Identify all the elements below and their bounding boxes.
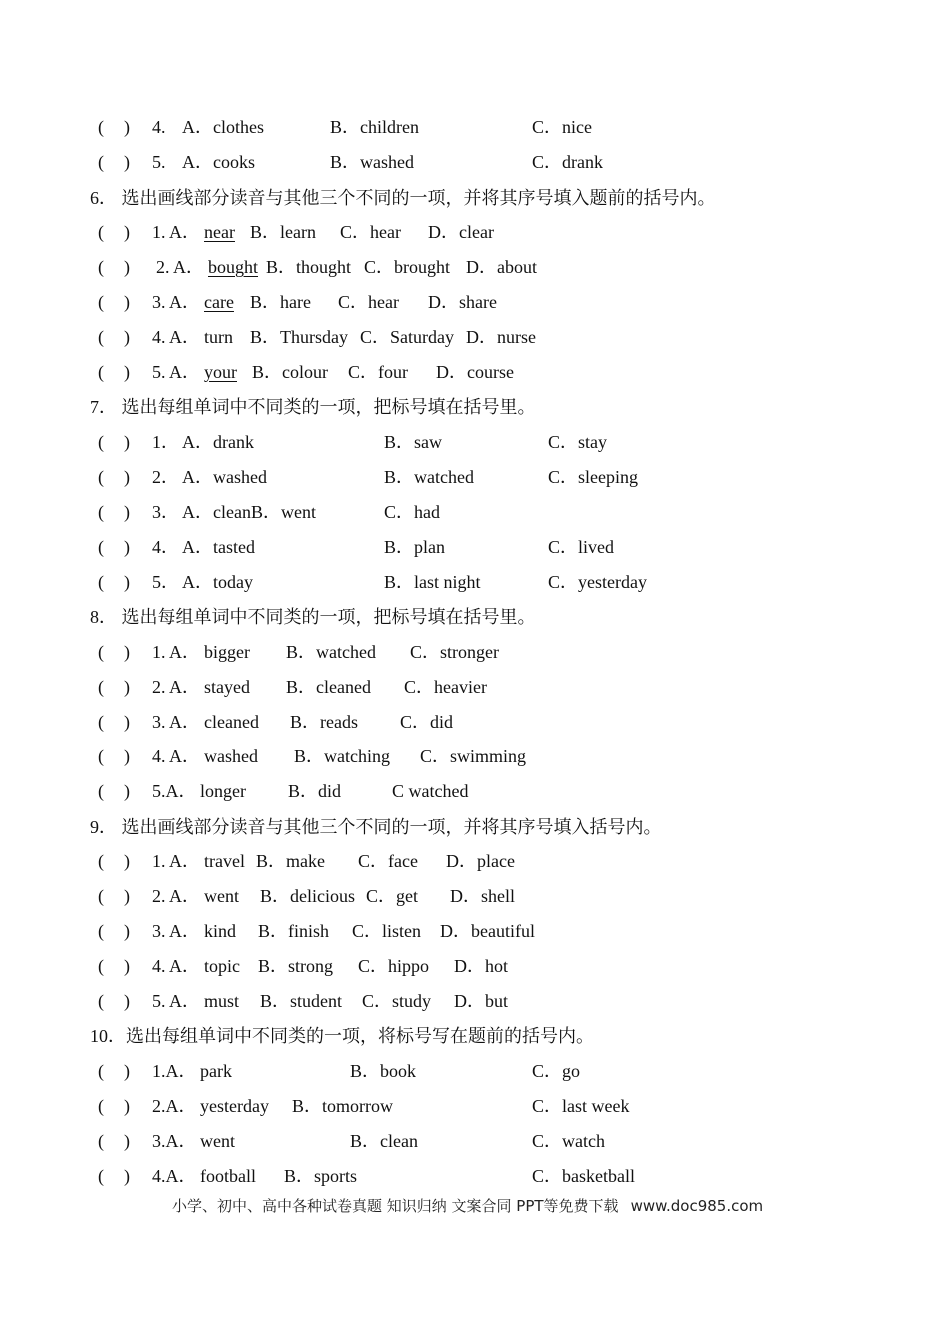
- option-c: C．stronger: [410, 642, 499, 662]
- page-footer: [172, 1194, 763, 1218]
- question-number: 1. A．: [152, 222, 201, 242]
- option-a: football: [200, 1166, 256, 1186]
- answer-bracket[interactable]: ( ): [98, 117, 130, 137]
- option-c: C．sleeping: [548, 467, 638, 487]
- option-a: near: [204, 222, 235, 242]
- option-b: B．sports: [284, 1166, 358, 1186]
- answer-bracket[interactable]: ( ): [98, 1166, 130, 1186]
- option-b: B．tomorrow: [292, 1096, 393, 1116]
- answer-bracket[interactable]: ( ): [98, 292, 130, 312]
- answer-bracket[interactable]: ( ): [98, 746, 130, 766]
- question-number: 1．: [152, 432, 179, 452]
- option-c: C．stay: [548, 432, 608, 452]
- option-a: your: [204, 362, 237, 382]
- option-d: D．about: [466, 257, 537, 277]
- option-a: went: [204, 886, 239, 906]
- option-b: B．saw: [384, 432, 442, 452]
- option-b: B．did: [288, 781, 342, 801]
- option-b: B．watched: [286, 642, 376, 662]
- option-b: C．had: [384, 502, 440, 522]
- question-number: 3. A．: [152, 292, 201, 312]
- option-c: C．go: [532, 1061, 581, 1081]
- option-b: B．reads: [290, 712, 358, 732]
- option-b: B．watching: [294, 746, 390, 766]
- option-d: D．share: [428, 292, 497, 312]
- answer-bracket[interactable]: ( ): [98, 537, 130, 557]
- option-b: B．student: [260, 991, 343, 1011]
- option-b: B．Thursday: [250, 327, 348, 347]
- option-b: B．learn: [250, 222, 316, 242]
- option-c: C．did: [400, 712, 454, 732]
- option-a: longer: [200, 781, 246, 801]
- option-a: park: [200, 1061, 232, 1081]
- section-6-title: 6． 选出画线部分读音与其他三个不同的一项，并将其序号填入题前的括号内。: [90, 188, 716, 208]
- option-d: D．place: [446, 851, 515, 871]
- option-c: C．hear: [338, 292, 399, 312]
- question-number: 2.A．: [152, 1096, 197, 1116]
- answer-bracket[interactable]: ( ): [98, 781, 130, 801]
- question-number: 1. A．: [152, 851, 201, 871]
- option-a: A．cleanB．went: [182, 502, 316, 522]
- question-number: 3．: [152, 502, 179, 522]
- answer-bracket[interactable]: ( ): [98, 572, 130, 592]
- option-a: A．cooks: [182, 152, 255, 172]
- question-number: 2．: [152, 467, 179, 487]
- footer-url-link[interactable]: www.doc985.com: [630, 1197, 764, 1215]
- option-c: C．nice: [532, 117, 592, 137]
- answer-bracket[interactable]: ( ): [98, 257, 130, 277]
- option-b: B．plan: [384, 537, 445, 557]
- question-number: 4. A．: [152, 746, 201, 766]
- answer-bracket[interactable]: ( ): [98, 886, 130, 906]
- section-8-title: 8． 选出每组单词中不同类的一项，把标号填在括号里。: [90, 607, 536, 627]
- option-c: C watched: [392, 781, 469, 801]
- option-b: B．strong: [258, 956, 334, 976]
- answer-bracket[interactable]: ( ): [98, 642, 130, 662]
- answer-bracket[interactable]: ( ): [98, 432, 130, 452]
- option-b: B．colour: [252, 362, 328, 382]
- question-number: 2. A．: [152, 677, 201, 697]
- option-d: D．shell: [450, 886, 515, 906]
- question-number: 1. A．: [152, 642, 201, 662]
- option-d: D．beautiful: [440, 921, 535, 941]
- answer-bracket[interactable]: ( ): [98, 467, 130, 487]
- question-number: 2. A．: [156, 257, 205, 277]
- option-b: B．washed: [330, 152, 414, 172]
- question-number: 3.A．: [152, 1131, 197, 1151]
- answer-bracket[interactable]: ( ): [98, 362, 130, 382]
- question-number: 3. A．: [152, 712, 201, 732]
- question-number: 4.: [152, 117, 166, 137]
- question-number: 3. A．: [152, 921, 201, 941]
- question-number: 5.A．: [152, 781, 197, 801]
- option-c: C．drank: [532, 152, 603, 172]
- option-b: B．last night: [384, 572, 481, 592]
- option-a: topic: [204, 956, 240, 976]
- option-c: C．listen: [352, 921, 422, 941]
- option-c: C．four: [348, 362, 408, 382]
- section-10-title: 10．选出每组单词中不同类的一项，将标号写在题前的括号内。: [90, 1026, 594, 1046]
- answer-bracket[interactable]: ( ): [98, 152, 130, 172]
- option-b: B．delicious: [260, 886, 355, 906]
- option-d: D．course: [436, 362, 514, 382]
- option-d: D．but: [454, 991, 508, 1011]
- question-number: 4. A．: [152, 956, 201, 976]
- option-c: C．yesterday: [548, 572, 647, 592]
- section-9-title: 9． 选出画线部分读音与其他三个不同的一项，并将其序号填入括号内。: [90, 817, 662, 837]
- question-number: 1.A．: [152, 1061, 197, 1081]
- option-a: kind: [204, 921, 237, 941]
- option-b: B．book: [350, 1061, 417, 1081]
- option-b: B．finish: [258, 921, 330, 941]
- option-a: travel: [204, 851, 245, 871]
- option-b: B．clean: [350, 1131, 418, 1151]
- option-c: C．hear: [340, 222, 401, 242]
- option-d: D．nurse: [466, 327, 536, 347]
- option-a: A．washed: [182, 467, 267, 487]
- question-number: 4. A．: [152, 327, 201, 347]
- option-c: C．swimming: [420, 746, 527, 766]
- option-c: C．watch: [532, 1131, 605, 1151]
- question-number: 4.A．: [152, 1166, 197, 1186]
- answer-bracket[interactable]: ( ): [98, 956, 130, 976]
- option-c: C．get: [366, 886, 418, 906]
- answer-bracket[interactable]: ( ): [98, 851, 130, 871]
- option-b: B．make: [256, 851, 325, 871]
- section-7-title: 7． 选出每组单词中不同类的一项，把标号填在括号里。: [90, 397, 536, 417]
- option-b: B．children: [330, 117, 419, 137]
- option-a: care: [204, 292, 234, 312]
- answer-bracket[interactable]: ( ): [98, 327, 130, 347]
- option-a: A．tasted: [182, 537, 255, 557]
- option-c: C．Saturday: [360, 327, 454, 347]
- question-number: 4．: [152, 537, 179, 557]
- option-b: B．cleaned: [286, 677, 371, 697]
- answer-bracket[interactable]: ( ): [98, 502, 130, 522]
- option-c: C．last week: [532, 1096, 630, 1116]
- option-d: D．clear: [428, 222, 494, 242]
- option-a: A．drank: [182, 432, 254, 452]
- option-c: C．study: [362, 991, 432, 1011]
- option-a: A．clothes: [182, 117, 264, 137]
- option-a: cleaned: [204, 712, 259, 732]
- answer-bracket[interactable]: ( ): [98, 991, 130, 1011]
- footer-text: 小学、初中、高中各种试卷真题 知识归纳 文案合同 PPT等免费下载: [172, 1197, 619, 1215]
- answer-bracket[interactable]: ( ): [98, 1131, 130, 1151]
- option-d: D．hot: [454, 956, 508, 976]
- option-a: must: [204, 991, 240, 1011]
- option-c: C．basketball: [532, 1166, 635, 1186]
- option-a: washed: [204, 746, 258, 766]
- option-c: C．hippo: [358, 956, 430, 976]
- option-a: stayed: [204, 677, 250, 697]
- question-number: 5．: [152, 572, 179, 592]
- option-a: A．today: [182, 572, 253, 592]
- option-b: B．watched: [384, 467, 474, 487]
- answer-bracket[interactable]: ( ): [98, 1061, 130, 1081]
- answer-bracket[interactable]: ( ): [98, 1096, 130, 1116]
- option-c: C．face: [358, 851, 418, 871]
- question-number: 2. A．: [152, 886, 201, 906]
- option-a: went: [200, 1131, 235, 1151]
- question-number: 5. A．: [152, 362, 201, 382]
- option-a: bought: [208, 257, 259, 277]
- option-c: C．lived: [548, 537, 614, 557]
- option-c: C．heavier: [404, 677, 487, 697]
- answer-bracket[interactable]: ( ): [98, 921, 130, 941]
- option-a: bigger: [204, 642, 250, 662]
- question-number: 5.: [152, 152, 166, 172]
- question-number: 5. A．: [152, 991, 201, 1011]
- answer-bracket[interactable]: ( ): [98, 712, 130, 732]
- option-a: turn: [204, 327, 233, 347]
- option-c: C．brought: [364, 257, 451, 277]
- option-b: B．hare: [250, 292, 311, 312]
- option-a: yesterday: [200, 1096, 269, 1116]
- answer-bracket[interactable]: ( ): [98, 677, 130, 697]
- answer-bracket[interactable]: ( ): [98, 222, 130, 242]
- option-b: B．thought: [266, 257, 352, 277]
